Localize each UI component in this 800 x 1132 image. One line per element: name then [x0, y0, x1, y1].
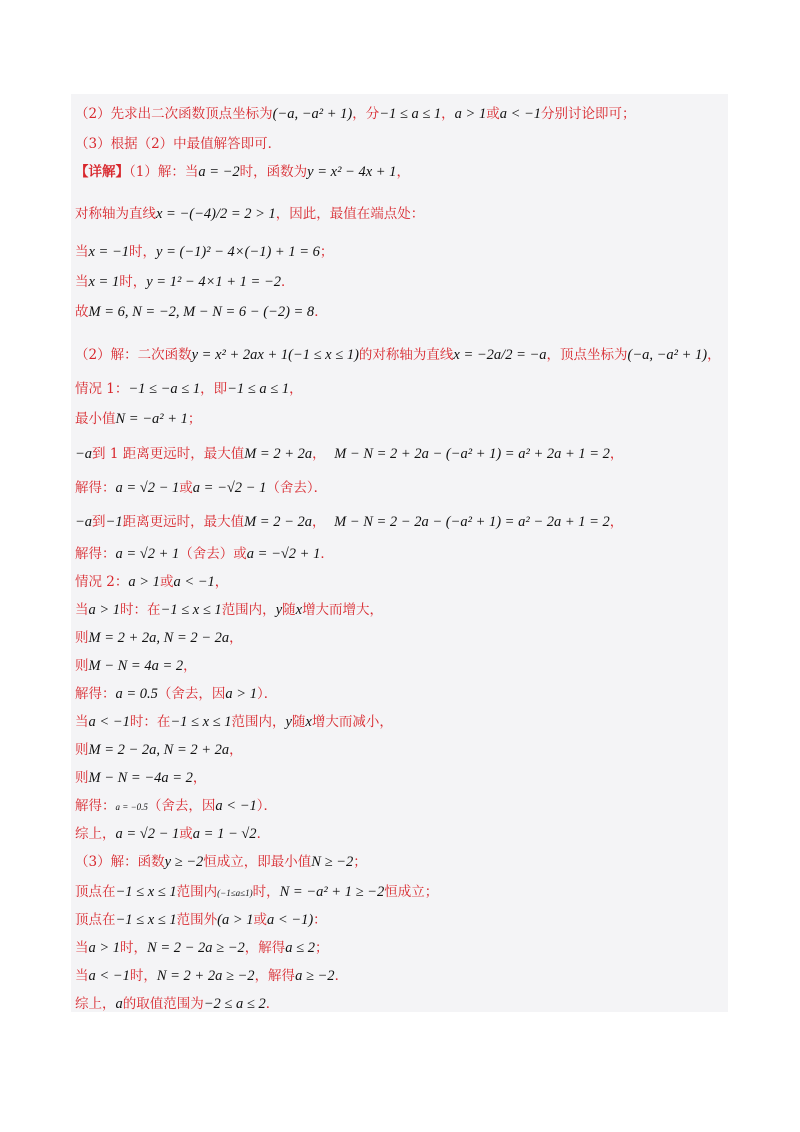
solution-text: ，	[214, 574, 229, 590]
solution-text: 范围外	[176, 912, 218, 928]
math-expression: −a	[75, 514, 93, 530]
math-expression: −a	[75, 446, 93, 462]
solution-text: ，	[396, 164, 410, 180]
solution-text: 范围内，	[221, 602, 276, 618]
math-expression: a < −1)	[267, 912, 314, 928]
math-expression: y = x² − 4x + 1	[307, 164, 397, 180]
solution-line	[75, 130, 281, 158]
solution-text: 或	[179, 826, 193, 842]
solution-text: 时，	[252, 884, 280, 900]
solution-text: （3）解：函数	[75, 854, 165, 870]
math-expression: a < −1	[499, 106, 542, 122]
solution-line	[75, 962, 348, 990]
solution-text: 时，	[129, 968, 157, 984]
solution-text: ，分	[352, 106, 380, 122]
math-expression: a = √2 − 1	[115, 480, 180, 496]
solution-text: 解得：	[75, 798, 116, 814]
solution-text: 则	[75, 770, 89, 786]
math-expression: x = −2a/2 = −a	[453, 347, 547, 363]
solution-text: 当	[75, 714, 89, 730]
solution-text: 解得：	[75, 686, 116, 702]
solution-text: ）．	[256, 798, 277, 814]
solution-text: ；	[319, 244, 334, 260]
solution-text: （舍去，因	[147, 798, 216, 814]
solution-line	[75, 568, 228, 596]
solution-text: 则	[75, 658, 89, 674]
math-expression: a	[115, 996, 123, 1012]
solution-text: ；	[187, 411, 202, 427]
solution-text: 当	[75, 940, 89, 956]
solution-text: 综上，	[75, 826, 116, 842]
math-expression: a < −1	[88, 968, 130, 984]
solution-line	[75, 375, 303, 403]
math-expression: N = 2 + 2a ≥ −2	[156, 968, 255, 984]
math-expression: a > 1	[454, 106, 487, 122]
math-expression: x = −1	[88, 244, 130, 260]
solution-text: 的对称轴为直线	[358, 347, 454, 363]
math-expression: y = (−1)² − 4×(−1) + 1 = 6	[156, 244, 320, 260]
math-expression: M = 2 − 2a, N = 2 + 2a	[88, 742, 230, 758]
solution-line	[75, 990, 279, 1018]
solution-line	[75, 508, 623, 536]
solution-line	[75, 848, 367, 876]
solution-line	[75, 405, 201, 433]
solution-text: 时：在	[129, 714, 171, 730]
solution-text: 随	[291, 714, 306, 730]
solution-line	[75, 878, 438, 906]
math-expression: a ≥ −2	[295, 968, 335, 984]
solution-text: 时：在	[120, 602, 161, 618]
solution-text: ，	[183, 658, 197, 674]
math-expression: N = −a² + 1 ≥ −2	[279, 884, 385, 900]
solution-text: 解得：	[75, 480, 116, 496]
solution-text: （舍去，因	[157, 686, 226, 702]
solution-line	[75, 680, 277, 708]
math-expression: (−a, −a² + 1)	[627, 347, 708, 363]
math-expression: x = 1	[88, 274, 120, 290]
solution-text: ，	[289, 381, 303, 397]
solution-line	[75, 934, 329, 962]
solution-text: （舍去）．	[266, 480, 328, 496]
solution-text: 的取值范围为	[122, 996, 204, 1012]
solution-text: 当	[75, 602, 89, 618]
solution-text: 或	[179, 480, 193, 496]
math-expression: a = −0.5	[115, 802, 148, 812]
solution-text: 恒成立，即最小值	[203, 854, 312, 870]
solution-text: 顶点在	[75, 912, 116, 928]
math-expression: a = √2 + 1	[115, 546, 180, 562]
solution-text: ，解得	[254, 968, 296, 984]
solution-text: （1）解：当	[129, 164, 199, 180]
math-expression: M − N = 2 − 2a − (−a² + 1) = a² − 2a + 1 = 2	[334, 514, 610, 530]
solution-text: 范围内，	[231, 714, 286, 730]
solution-text: 情况 2：	[75, 574, 129, 590]
solution-line	[75, 652, 197, 680]
math-expression: (a > 1	[217, 912, 254, 928]
math-expression: y = 1² − 4×1 + 1 = −2	[146, 274, 281, 290]
solution-text: 解得：	[75, 546, 116, 562]
solution-line	[75, 200, 424, 228]
math-expression: a = −√2 − 1	[192, 480, 267, 496]
solution-text: 时，函数为	[239, 164, 308, 180]
math-expression: M − N = −4a = 2	[88, 770, 193, 786]
solution-line	[75, 474, 327, 502]
math-expression: a < −1	[88, 714, 130, 730]
solution-text: ，因此，最值在端点处：	[275, 206, 425, 222]
math-expression: y	[285, 714, 292, 730]
solution-text: ：	[313, 912, 327, 928]
solution-text: 或	[253, 912, 268, 928]
solution-text: ；	[353, 854, 367, 870]
solution-line	[75, 792, 277, 820]
solution-text: 距离更远时，最大值	[122, 514, 245, 530]
solution-text: 故	[75, 304, 89, 320]
math-expression: M − N = 2 + 2a − (−a² + 1) = a² + 2a + 1 = 2	[334, 446, 610, 462]
math-expression: N = −a² + 1	[115, 411, 188, 427]
solution-text: 对称轴为直线	[75, 206, 156, 222]
solution-text: 时，	[120, 940, 148, 956]
solution-line	[75, 238, 333, 266]
math-expression: −2 ≤ a ≤ 2	[203, 996, 266, 1012]
math-expression: y = x² + 2ax + 1(−1 ≤ x ≤ 1)	[191, 347, 359, 363]
math-expression: −1 ≤ a ≤ 1	[227, 381, 290, 397]
solution-line	[75, 736, 243, 764]
solution-line	[75, 341, 721, 369]
math-expression: y ≥ −2	[164, 854, 204, 870]
solution-text: 时，	[119, 274, 147, 290]
solution-text: ；	[315, 940, 329, 956]
math-expression: −1	[105, 514, 123, 530]
math-expression: −1 ≤ −a ≤ 1	[128, 381, 201, 397]
solution-line	[75, 624, 243, 652]
solution-line	[75, 708, 393, 736]
solution-text: 范围内	[176, 884, 218, 900]
solution-text: ，	[229, 742, 243, 758]
solution-line	[75, 298, 328, 326]
math-expression: a > 1	[88, 602, 121, 618]
solution-text: 恒成立；	[384, 884, 439, 900]
math-expression: M = 2 + 2a, N = 2 − 2a	[88, 630, 230, 646]
solution-text: 当	[75, 968, 89, 984]
math-expression: a = √2 − 1	[115, 826, 180, 842]
math-expression: (−1≤a≤1)	[217, 888, 253, 898]
math-expression: a = −2	[198, 164, 240, 180]
math-expression: a > 1	[88, 940, 121, 956]
solution-text: 到 1 距离更远时，最大值	[92, 446, 245, 462]
math-expression: −1 ≤ x ≤ 1	[115, 884, 177, 900]
solution-line	[75, 596, 383, 624]
math-expression: a = 1 − √2	[192, 826, 257, 842]
solution-text: ，	[707, 347, 721, 363]
math-expression: M = 2 − 2a	[244, 514, 312, 530]
solution-text: ．	[314, 304, 328, 320]
math-expression: a > 1	[128, 574, 160, 590]
math-expression: M = 6, N = −2, M − N = 6 − (−2) = 8	[88, 304, 315, 320]
solution-line	[75, 158, 410, 186]
solution-text: 分别讨论即可；	[541, 106, 636, 122]
solution-text: （2）先求出二次函数顶点坐标为	[75, 106, 273, 122]
solution-line	[75, 540, 334, 568]
math-expression: a > 1	[225, 686, 257, 702]
solution-text: 随	[282, 602, 296, 618]
solution-text: ，	[192, 770, 207, 786]
math-expression: a = 0.5	[115, 686, 158, 702]
solution-text: 最小值	[75, 411, 116, 427]
solution-text: 当	[75, 274, 89, 290]
solution-text: 时，	[129, 244, 157, 260]
math-expression: −1 ≤ x ≤ 1	[170, 714, 232, 730]
solution-text: 情况 1：	[75, 381, 129, 397]
solution-text: 则	[75, 742, 89, 758]
solution-text: （2）解：二次函数	[75, 347, 192, 363]
solution-line	[75, 440, 623, 468]
solution-line	[75, 906, 327, 934]
solution-text: 当	[75, 244, 89, 260]
solution-text: ，	[229, 630, 243, 646]
solution-text: 顶点在	[75, 884, 116, 900]
math-expression: (−a, −a² + 1)	[272, 106, 353, 122]
solution-text: ，	[609, 514, 624, 530]
math-expression: x	[305, 714, 312, 730]
solution-line	[75, 820, 270, 848]
solution-text: ．	[320, 546, 334, 562]
solution-text: ．	[334, 968, 349, 984]
solution-text: ，	[441, 106, 455, 122]
math-expression: −1 ≤ a ≤ 1	[379, 106, 442, 122]
solution-line	[75, 268, 294, 296]
solution-text: 增大而减小，	[311, 714, 393, 730]
solution-text: ，顶点坐标为	[546, 347, 628, 363]
solution-text: 或	[159, 574, 174, 590]
solution-text: ．	[256, 826, 271, 842]
solution-text: （3）根据（2）中最值解答即可．	[75, 136, 282, 152]
solution-text: 【详解】	[75, 164, 129, 180]
math-expression: N ≥ −2	[311, 854, 354, 870]
math-expression: y	[275, 602, 283, 618]
solution-text: ，	[312, 446, 335, 462]
math-expression: x = −(−4)/2 = 2 > 1	[156, 206, 276, 222]
math-expression: −1 ≤ x ≤ 1	[115, 912, 177, 928]
math-expression: M = 2 + 2a	[244, 446, 313, 462]
math-expression: a < −1	[215, 798, 257, 814]
math-expression: N = 2 − 2a ≥ −2	[147, 940, 245, 956]
solution-text: ，解得	[244, 940, 286, 956]
solution-text: ）．	[256, 686, 278, 702]
solution-text: 则	[75, 630, 89, 646]
math-expression: a = −√2 + 1	[246, 546, 321, 562]
solution-text: ，	[312, 514, 335, 530]
solution-text: ．	[280, 274, 295, 290]
solution-text: 或	[486, 106, 500, 122]
math-expression: x	[295, 602, 303, 618]
solution-line	[75, 100, 636, 128]
solution-text: ，	[609, 446, 624, 462]
solution-text: ．	[265, 996, 280, 1012]
solution-text: ，即	[200, 381, 228, 397]
solution-text: 增大而增大，	[302, 602, 384, 618]
solution-text: 综上，	[75, 996, 116, 1012]
solution-text: （舍去）或	[179, 546, 247, 562]
math-expression: −1 ≤ x ≤ 1	[160, 602, 222, 618]
solution-line	[75, 764, 206, 792]
math-expression: M − N = 4a = 2	[88, 658, 184, 674]
math-expression: a ≤ 2	[285, 940, 315, 956]
solution-text: 到	[92, 514, 106, 530]
math-expression: a < −1	[173, 574, 215, 590]
